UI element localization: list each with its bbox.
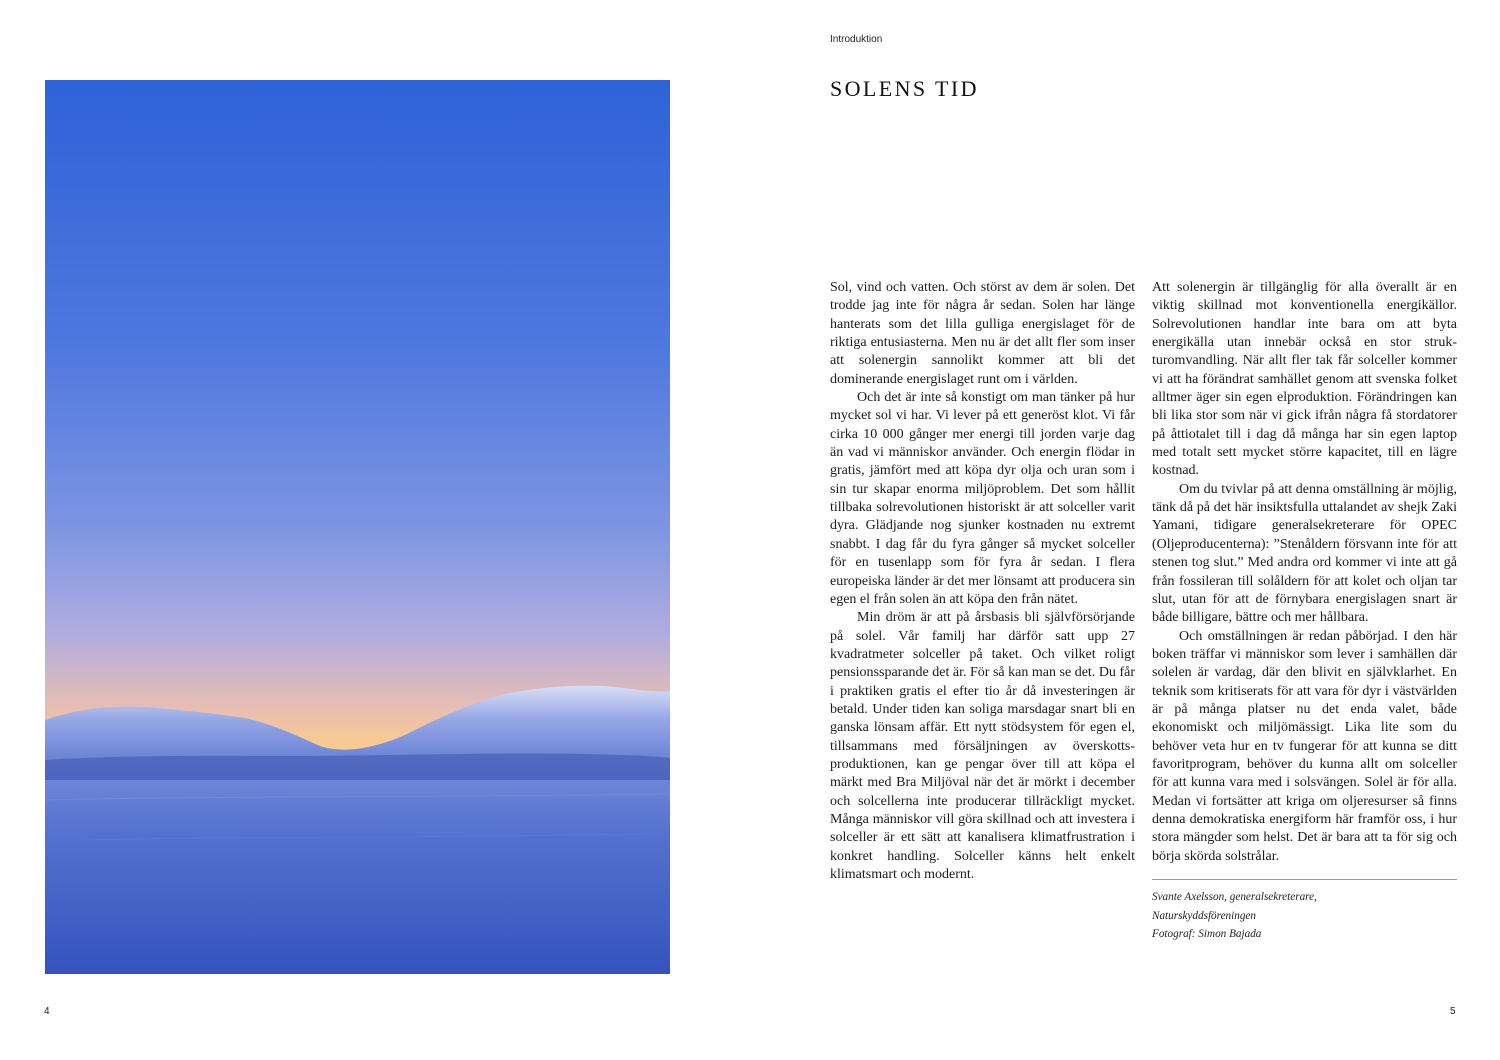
landscape-photo-icon — [45, 80, 670, 974]
paragraph: Sol, vind och vatten. Och störst av dem är solen. Det trodde jag inte för några år sedan. Solen har länge hanterats som det lilla gulliga energislaget för de riktiga entusiasterna. Men nu är det allt fler som inser att solenergin sannolikt kommer att bli det dominerande energislaget runt om i världen. — [830, 280, 1135, 387]
section-label: Introduktion — [830, 34, 883, 45]
article-column-right — [1152, 279, 1457, 944]
page-number-left: 4 — [44, 1006, 50, 1017]
credit-author: Svante Axelsson, generalsekreterare, — [1152, 891, 1317, 903]
credit-organization: Naturskyddsföreningen — [1152, 909, 1256, 922]
page-number-right: 5 — [1450, 1006, 1456, 1017]
credits-divider — [1152, 879, 1457, 880]
landscape-photo — [45, 80, 670, 974]
paragraph: Att solenergin är tillgänglig för alla överallt är en viktig skillnad mot konventionella energikällor. Solrevolutionen handlar inte bara om att byta energikälla utan innebär också en stor strukturomvandling. När allt fler tak får solceller kommer vi att ha förändrat samhället genom att svenska folket alltmer äger sin egen elproduktion. Förändringen kan bli lika stor som när vi gick ifrån några få stordatorer på åttiotalet till i dag då många har sin egen laptop med totalt sett mycket större kapacitet, till en lägre kostnad. — [1152, 280, 1457, 479]
credits — [1152, 888, 1457, 944]
article-column-left — [830, 279, 1135, 884]
paragraph: Om du tvivlar på att denna omställning är möjlig, tänk då på det här insiktsfulla uttalandet av shejk Zaki Yamani, tidigare generalsekreterare för OPEC (Oljeproducenterna): ”Stenåldern försvann inte för att stenen tog slut.” Med andra ord kommer vi inte att gå från fossileran till solåldern för att kolet och oljan tar slut, utan för att de förnybara energislagen snart är både billigare, bättre och mer hållbara. — [1152, 481, 1457, 626]
page-title: SOLENS TID — [830, 76, 979, 101]
paragraph: Min dröm är att på årsbasis bli självförsörjande på solel. Vår familj har därför satt upp 27 kvadratmeter solceller på taket. Och vilket roligt pensionssparande det är. För så kan man se det. Du får i praktiken gratis el efter tio år då investeringen är betald. Under tiden kan soliga marsdagar snart bli en ganska lönsam affär. Ett nytt stödsystem för egen el, tillsammans med försäljningen av överskottsproduktionen, kan ge pengar över till att köpa el märkt med Bra Miljöval när det är mörkt i december och solcellerna inte producerar tillräckligt mycket. Många människor vill göra skillnad och att investera i solceller är ett sätt att kanalisera klimatfrustration i konkret handling. Solceller känns helt enkelt klimatsmart och modernt. — [830, 610, 1135, 882]
paragraph: Och omställningen är redan påbörjad. I den här boken träffar vi människor som lever i samhällen där solelen är vardag, där den blivit en självklarhet. En teknik som kritiserats för att vara för dyr i västvärlden är på många platser nu det enda valet, både ekonomiskt och miljömässigt. Lika lite som du behöver veta hur en tv fungerar för att kunna se ditt favoritprogram, behöver du kunna allt om solceller för att kunna vara med i solsvängen. Solel är för alla. Medan vi fortsätter att kriga om oljeresurser så finns denna demokratiska energiform här framför oss, i hur stora mängder som helst. Det är bara att ta för sig och börja skörda solstrålar. — [1152, 628, 1457, 864]
paragraph: Och det är inte så konstigt om man tänker på hur mycket sol vi har. Vi lever på ett generöst klot. Vi får cirka 10 000 gånger mer energi till jorden varje dag än vad vi människor använder. Och energin flödar in gratis, jämfört med att köpa dyr olja och uran som i sin tur skapar enorma miljöproblem. Det som hållit tillbaka solrevolutionen historiskt är att solceller varit dyra. Glädjande nog sjunker kostnaden nu extremt snabbt. I dag får du fyra gånger så mycket solceller för en tusenlapp som för fyra år sedan. I flera europeiska länder är det mer lönsamt att producera sin egen el från solen än att köpa den från nätet. — [830, 390, 1135, 607]
credit-photographer: Fotograf: Simon Bajada — [1152, 928, 1262, 940]
